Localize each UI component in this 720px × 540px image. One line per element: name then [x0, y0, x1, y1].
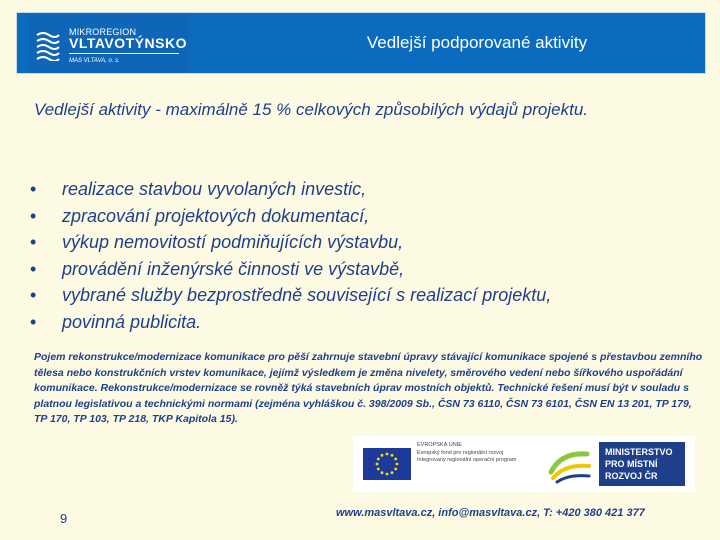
- bullet-icon: •: [30, 179, 37, 199]
- ministry-line1: MINISTERSTVO: [605, 447, 673, 457]
- ministry-logo: [599, 442, 685, 486]
- list-item: [30, 229, 710, 256]
- bullet-icon: •: [30, 232, 37, 252]
- eu-line1: EVROPSKÁ UNIE: [417, 442, 462, 448]
- list-item-text: vybrané služby bezprostředně související s realizací projektu,: [62, 285, 552, 305]
- list-item: [30, 282, 710, 309]
- list-item: [30, 203, 710, 230]
- bullet-icon: •: [30, 205, 37, 226]
- mikroregion-logo: [29, 15, 189, 73]
- list-item-text: realizace stavbou vyvolaných investic,: [62, 179, 367, 199]
- footer-contact: www.masvltava.cz, info@masvltava.cz, T: +420 380 421 377: [336, 507, 645, 519]
- list-item-text: povinná publicita.: [62, 311, 202, 332]
- logo-line2: VLTAVOTÝNSKO: [69, 35, 187, 51]
- ministry-swoosh-icon: [547, 442, 593, 486]
- definition-note: Pojem rekonstrukce/modernizace komunikace pro pěší zahrnuje stavební úpravy stávající komunikace spojené s přestavbou zemního tělesa nebo konstrukčních vrstev komunikace, jejímž výsledkem je změna nivelety, směrového vedení nebo šířkového uspořádání komunikace. Rekonstrukce/modernizace se rovněž týká stavebních úprav mostních objektů. Technické řešení musí být v souladu s platnou legislativou a technickými normami (zejména vyhláškou č. 398/2009 Sb., ČSN 73 6110, ČSN 73 6101, ČSN EN 13 201, TP 179, TP 170, TP 103, TP 218, TKP Kapitola 15).: [34, 351, 703, 425]
- bullet-icon: •: [30, 311, 37, 332]
- list-item-text: výkup nemovitostí podmiňujících výstavbu,: [62, 232, 404, 252]
- bullet-icon: •: [30, 285, 37, 305]
- list-item: [30, 256, 710, 283]
- header-banner: [16, 12, 706, 74]
- activity-list: [30, 176, 710, 335]
- list-item-text: zpracování projektových dokumentací,: [62, 205, 370, 226]
- eu-line2: Evropský fond pro regionální rozvoj: [417, 449, 504, 456]
- logo-line3: MAS VLTAVA, o. s.: [69, 58, 120, 64]
- eu-flag-icon: [363, 448, 411, 480]
- bullet-icon: •: [30, 258, 37, 279]
- intro-text: Vedlejší aktivity - maximálně 15 % celkových způsobilých výdajů projektu.: [34, 100, 589, 119]
- slide-title: Vedlejší podporované aktivity: [366, 33, 588, 52]
- eu-logo-text: [417, 442, 537, 465]
- logo-divider: [69, 53, 179, 54]
- ministry-line2: PRO MÍSTNÍ: [605, 459, 658, 469]
- funding-logos: [353, 436, 695, 492]
- list-item: [30, 176, 710, 203]
- ministry-line3: ROZVOJ ČR: [605, 471, 658, 481]
- eu-line3: Integrovaný regionální operační program: [417, 457, 517, 463]
- list-item: [30, 309, 710, 336]
- page-number: 9: [60, 511, 68, 526]
- list-item-text: provádění inženýrské činnosti ve výstavbě,: [62, 258, 405, 279]
- logo-line1: MIKROREGION: [69, 27, 137, 37]
- wave-logo-icon: [35, 29, 61, 61]
